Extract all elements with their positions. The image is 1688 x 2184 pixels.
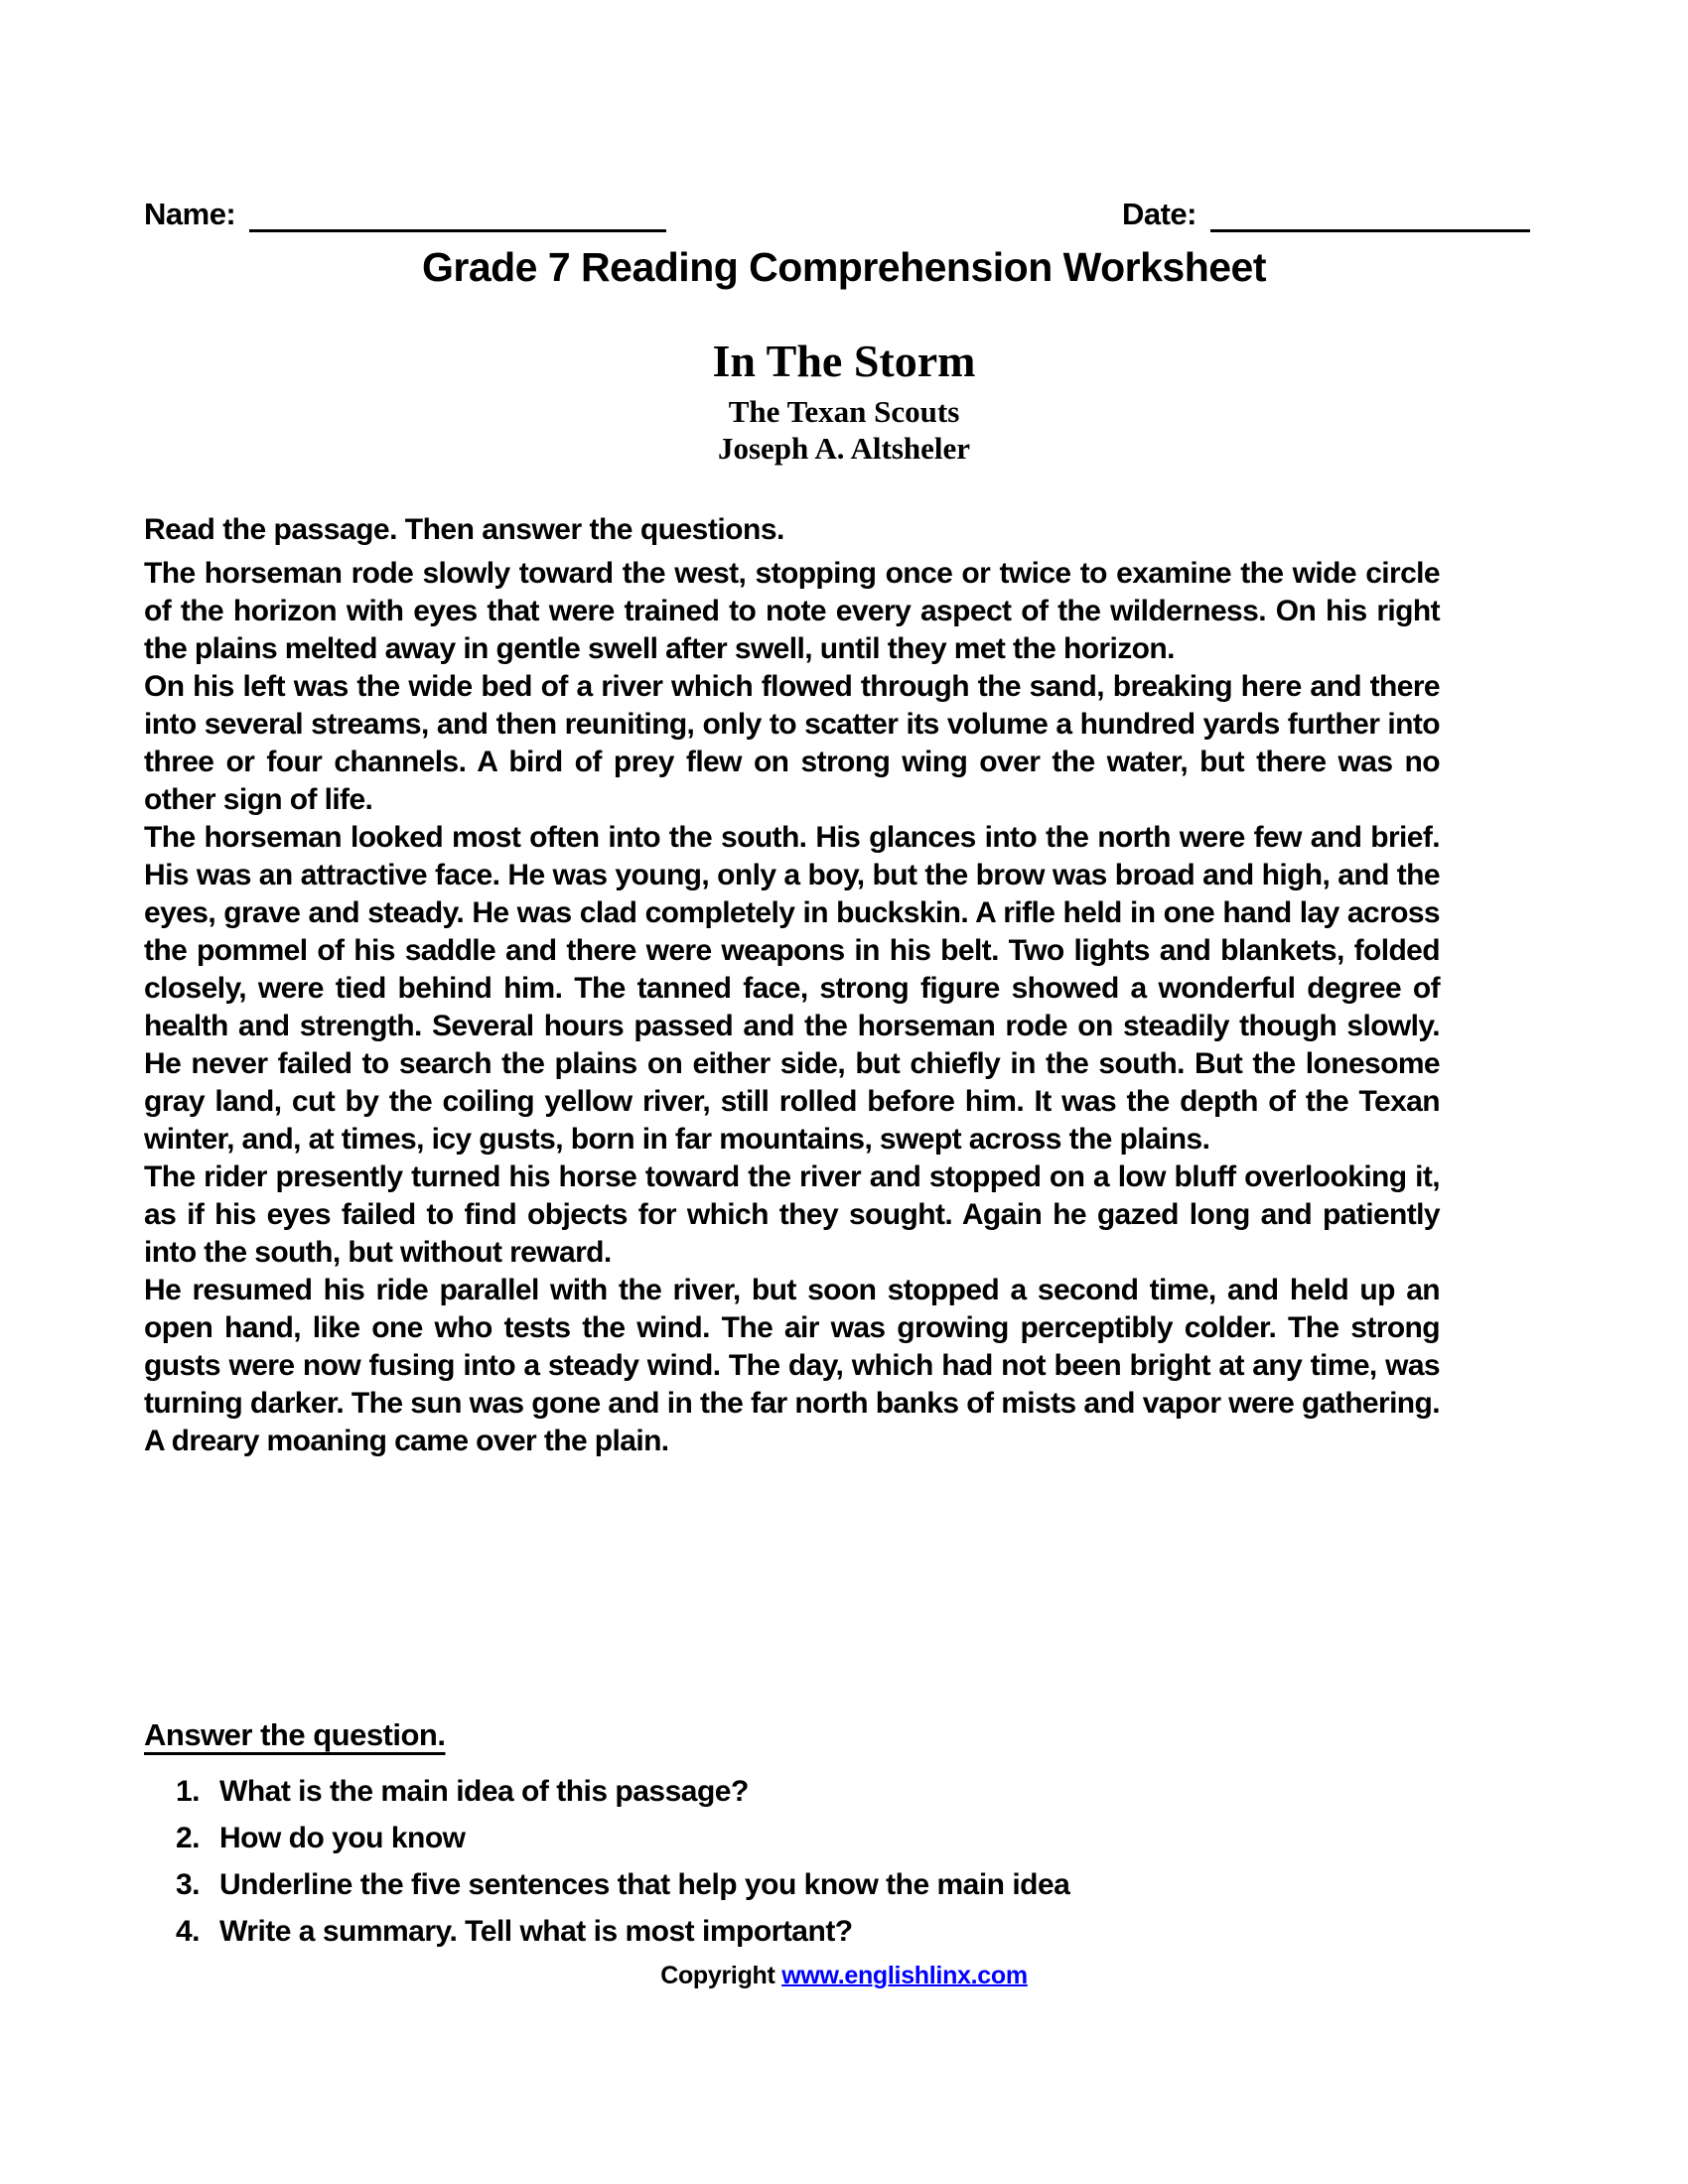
question-item [176,1822,1544,1855]
questions-list [144,1775,1544,1949]
passage-paragraph: He resumed his ride parallel with the river, but soon stopped a second time, and held up an open hand, like one who tests the wind. The air was growing perceptibly colder. The strong gusts were now fusing into a steady wind. The day, which had not been bright at any time, was turning darker. The sun was gone and in the far north banks of mists and vapor were gathering. A dreary moaning came over the plain. [144,1274,1440,1457]
passage-paragraph: The horseman looked most often into the south. His glances into the north were few and brief. His was an attractive face. He was young, only a boy, but the brow was broad and high, and the eyes, grave and steady. He was clad completely in buckskin. A rifle held in one hand lay across the pommel of his saddle and there were weapons in his belt. Two lights and blankets, folded closely, were tied behind him. The tanned face, strong figure showed a wonderful degree of health and strength. Several hours passed and the horseman rode on steadily though slowly. He never failed to search the plains on either side, but chiefly in the south. But the lonesome gray land, cut by the coiling yellow river, still rolled before him. It was the depth of the Texan winter, and, at times, icy gusts, born in far mountains, swept across the plains. [144,821,1440,1156]
question-text: Underline the five sentences that help you know the main idea [219,1868,1070,1901]
name-date-row [144,197,1544,232]
date-label: Date: [1121,197,1196,231]
question-number: 1. [176,1775,201,1808]
question-item [176,1915,1544,1949]
passage-text [144,555,1544,1460]
date-field [1122,197,1530,232]
story-title: In The Storm [712,336,976,386]
date-blank-line [1210,200,1530,232]
worksheet-title: Grade 7 Reading Comprehension Worksheet [421,244,1267,290]
question-number: 2. [176,1822,201,1854]
question-text: What is the main idea of this passage? [219,1775,749,1808]
footer [144,1962,1544,1990]
name-blank-line [249,200,666,232]
copyright-label: Copyright [660,1962,775,1989]
passage-paragraph: The horseman rode slowly toward the west, stopping once or twice to examine the wide circle of the horizon with eyes that were trained to note every aspect of the wilderness. On his right the plains melted away in gentle swell after swell, until they met the horizon. [144,557,1440,665]
question-text: Write a summary. Tell what is most important? [219,1915,853,1948]
question-number: 3. [176,1868,201,1901]
answer-section-heading: Answer the question. [144,1717,446,1752]
name-field [144,197,666,232]
copyright-link[interactable]: www.englishlinx.com [781,1962,1028,1989]
passage-instructions: Read the passage. Then answer the questions. [144,513,784,546]
name-label: Name: [144,197,236,231]
question-item [176,1868,1544,1902]
story-book-title: The Texan Scouts [728,394,960,429]
passage-paragraph: On his left was the wide bed of a river which flowed through the sand, breaking here and there into several streams, and then reuniting, only to scatter its volume a hundred yards further into three or four channels. A bird of prey flew on strong wing over the water, but there was no other sign of life. [144,670,1440,816]
answer-section [144,1715,1544,1990]
question-item [176,1775,1544,1809]
question-text: How do you know [219,1822,466,1854]
question-number: 4. [176,1915,201,1948]
story-author: Joseph A. Altsheler [717,431,971,466]
page-content [144,197,1544,1460]
passage-paragraph: The rider presently turned his horse toward the river and stopped on a low bluff overlooking it, as if his eyes failed to find objects for which they sought. Again he gazed long and patiently into the south, but without reward. [144,1160,1440,1269]
